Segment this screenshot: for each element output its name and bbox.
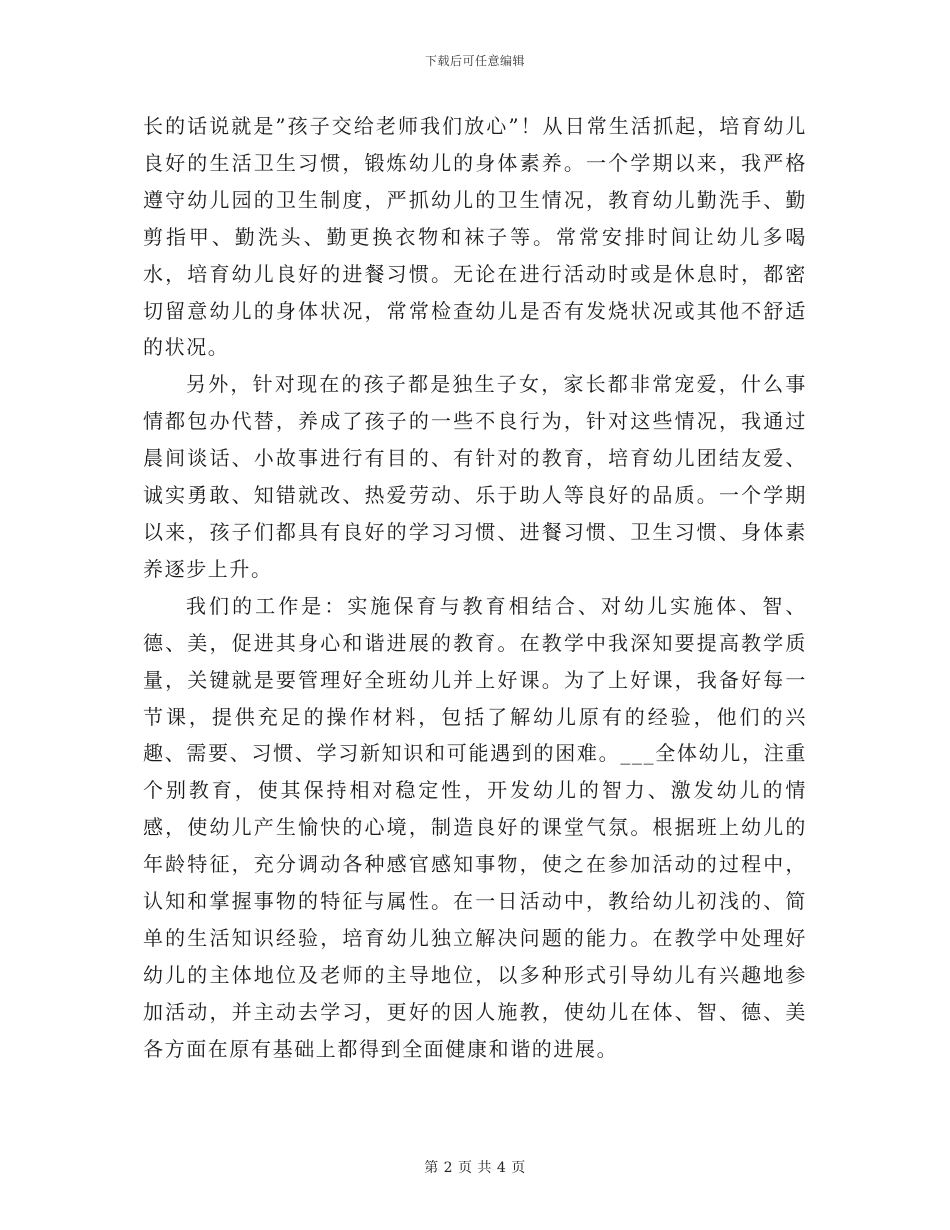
paragraph-2: 另外，针对现在的孩子都是独生子女，家长都非常宠爱，什么事情都包办代替，养成了孩子的一些不良行为，针对这些情况，我通过晨间谈话、小故事进行有目的、有针对的教育，培育幼儿团结友爱、诚实勇敢、知错就改、热爱劳动、乐于助人等良好的品质。一个学期以来，孩子们都具有良好的学习习惯、进餐习惯、卫生习惯、身体素养逐步上升。 [143,372,807,581]
paragraph-3: 我们的工作是：实施保育与教育相结合、对幼儿实施体、智、德、美，促进其身心和谐进展的教育。在教学中我深知要提高教学质量，关键就是要管理好全班幼儿并上好课。为了上好课，我备好每一节课，提供充足的操作材料，包括了解幼儿原有的经验，他们的兴趣、需要、习惯、学习新知识和可能遇到的困难。___全体幼儿，注重个别教育，使其保持相对稳定性，开发幼儿的智力、激发幼儿的情感，使幼儿产生愉快的心境，制造良好的课堂气氛。根据班上幼儿的年龄特征，充分调动各种感官感知事物，使之在参加活动的过程中，认知和掌握事物的特征与属性。在一日活动中，教给幼儿初浅的、简单的生活知识经验，培育幼儿独立解决问题的能力。在教学中处理好幼儿的主体地位及老师的主导地位，以多种形式引导幼儿有兴趣地参加活动，并主动去学习，更好的因人施教，使幼儿在体、智、德、美各方面在原有基础上都得到全面健康和谐的进展。 [143,593,807,1061]
page-number: 第 2 页 共 4 页 [424,1160,526,1176]
paragraph-continuation: 长的话说就是”孩子交给老师我们放心”！从日常生活抓起，培育幼儿良好的生活卫生习惯，锻炼幼儿的身体素养。一个学期以来，我严格遵守幼儿园的卫生制度，严抓幼儿的卫生情况，教育幼儿勤洗手、勤剪指甲、勤洗头、勤更换衣物和袜子等。常常安排时间让幼儿多喝水，培育幼儿良好的进餐习惯。无论在进行活动时或是休息时，都密切留意幼儿的身体状况，常常检查幼儿是否有发烧状况或其他不舒适的状况。 [143,114,807,360]
document-body [143,108,807,1068]
page-header-note: 下载后可任意编辑 [424,54,525,68]
